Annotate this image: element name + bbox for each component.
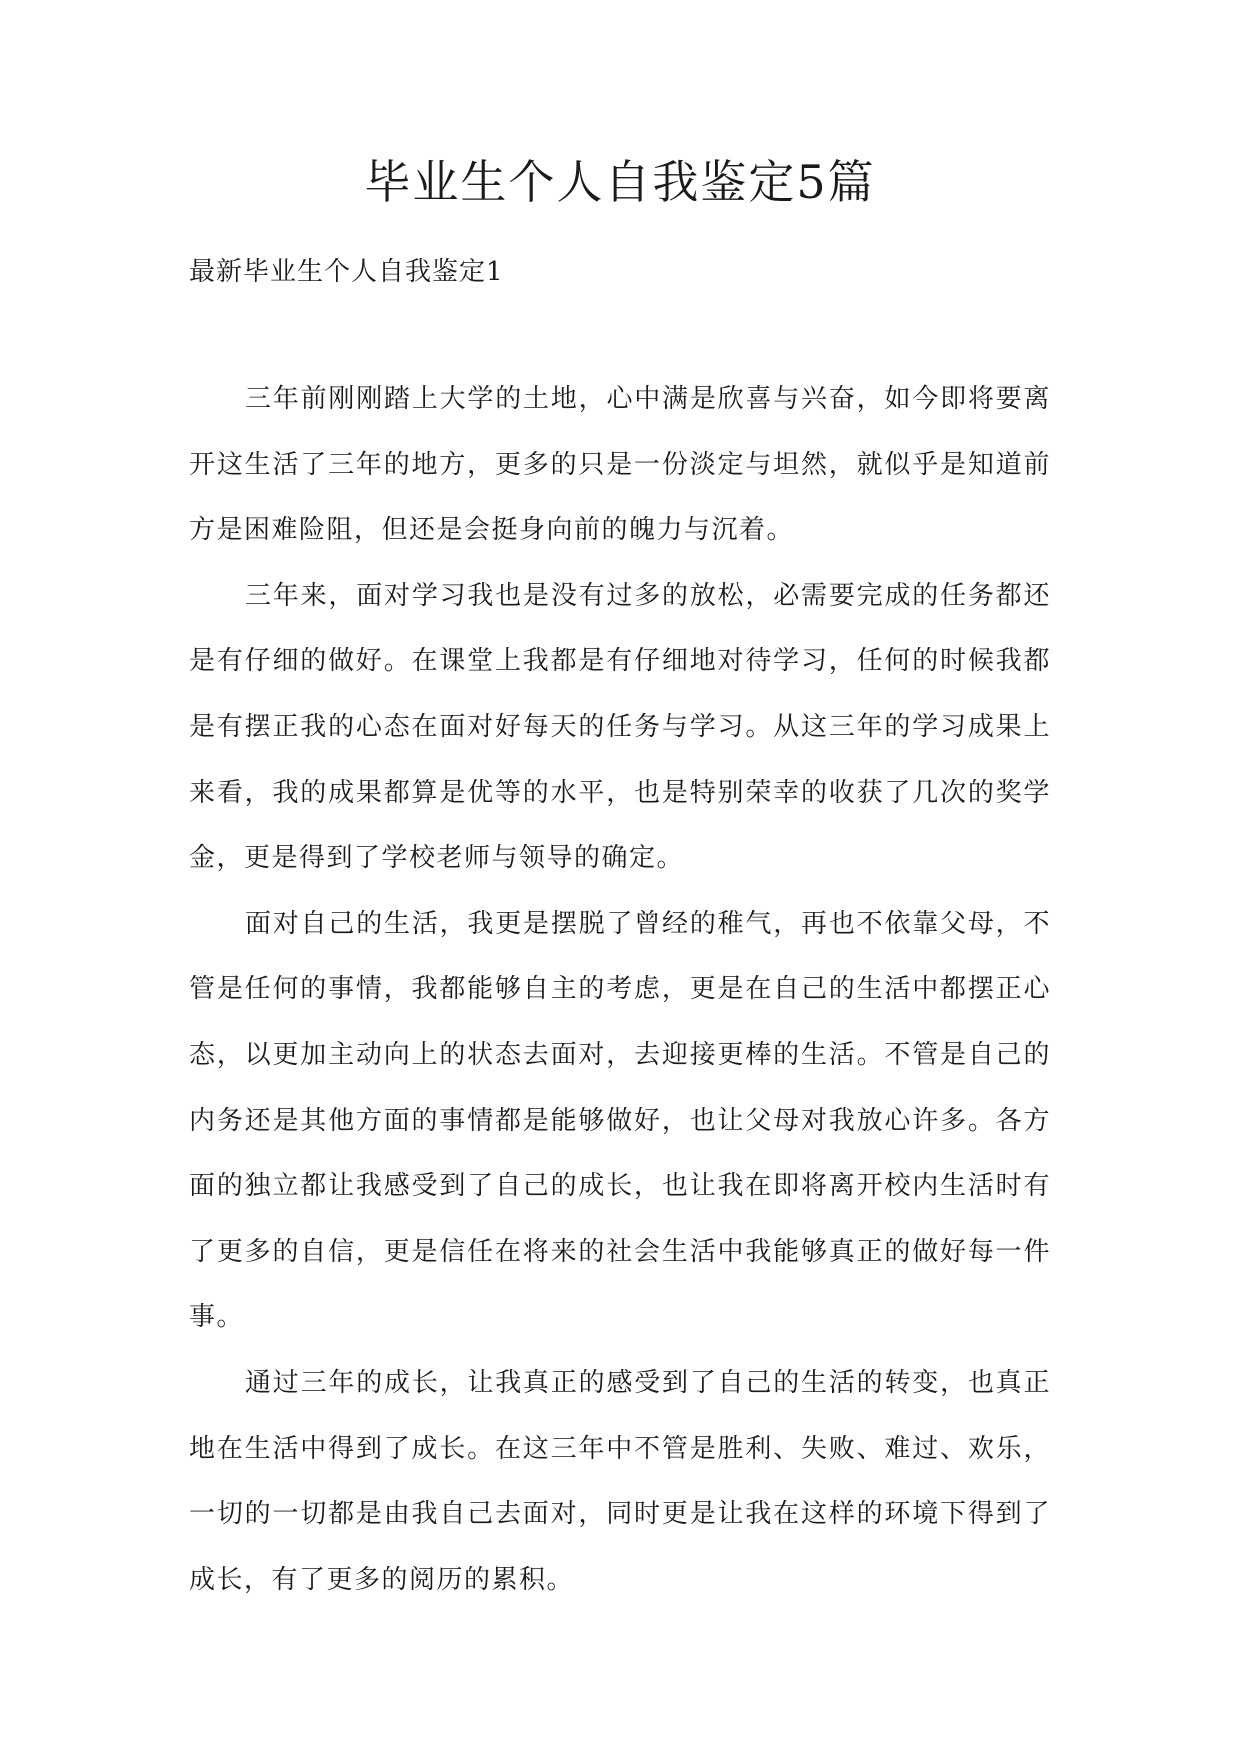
body-paragraph-2: 三年来，面对学习我也是没有过多的放松，必需要完成的任务都还是有仔细的做好。在课堂上我都是有仔细地对待学习，任何的时候我都是有摆正我的心态在面对好每天的任务与学习。从这三年的学习成果上来看，我的成果都算是优等的水平，也是特别荣幸的收获了几次的奖学金，更是得到了学校老师与领导的确定。 xyxy=(189,580,1051,874)
document-title: 毕业生个人自我鉴定5篇 xyxy=(364,155,876,209)
body-paragraph-4: 通过三年的成长，让我真正的感受到了自己的生活的转变，也真正地在生活中得到了成长。在这三年中不管是胜利、失败、难过、欢乐，一切的一切都是由我自己去面对，同时更是让我在这样的环境下得到了成长，有了更多的阅历的累积。 xyxy=(189,1367,1051,1595)
section-heading: 最新毕业生个人自我鉴定1 xyxy=(189,257,504,287)
document-body xyxy=(189,367,1051,1613)
body-paragraph-3: 面对自己的生活，我更是摆脱了曾经的稚气，再也不依靠父母，不管是任何的事情，我都能够自主的考虑，更是在自己的生活中都摆正心态，以更加主动向上的状态去面对，去迎接更棒的生活。不管是自己的内务还是其他方面的事情都是能够做好，也让父母对我放心许多。各方面的独立都让我感受到了自己的成长，也让我在即将离开校内生活时有了更多的自信，更是信任在将来的社会生活中我能够真正的做好每一件事。 xyxy=(189,908,1051,1333)
body-paragraph-1: 三年前刚刚踏上大学的土地，心中满是欣喜与兴奋，如今即将要离开这生活了三年的地方，更多的只是一份淡定与坦然，就似乎是知道前方是困难险阻，但还是会挺身向前的魄力与沉着。 xyxy=(189,384,1051,546)
